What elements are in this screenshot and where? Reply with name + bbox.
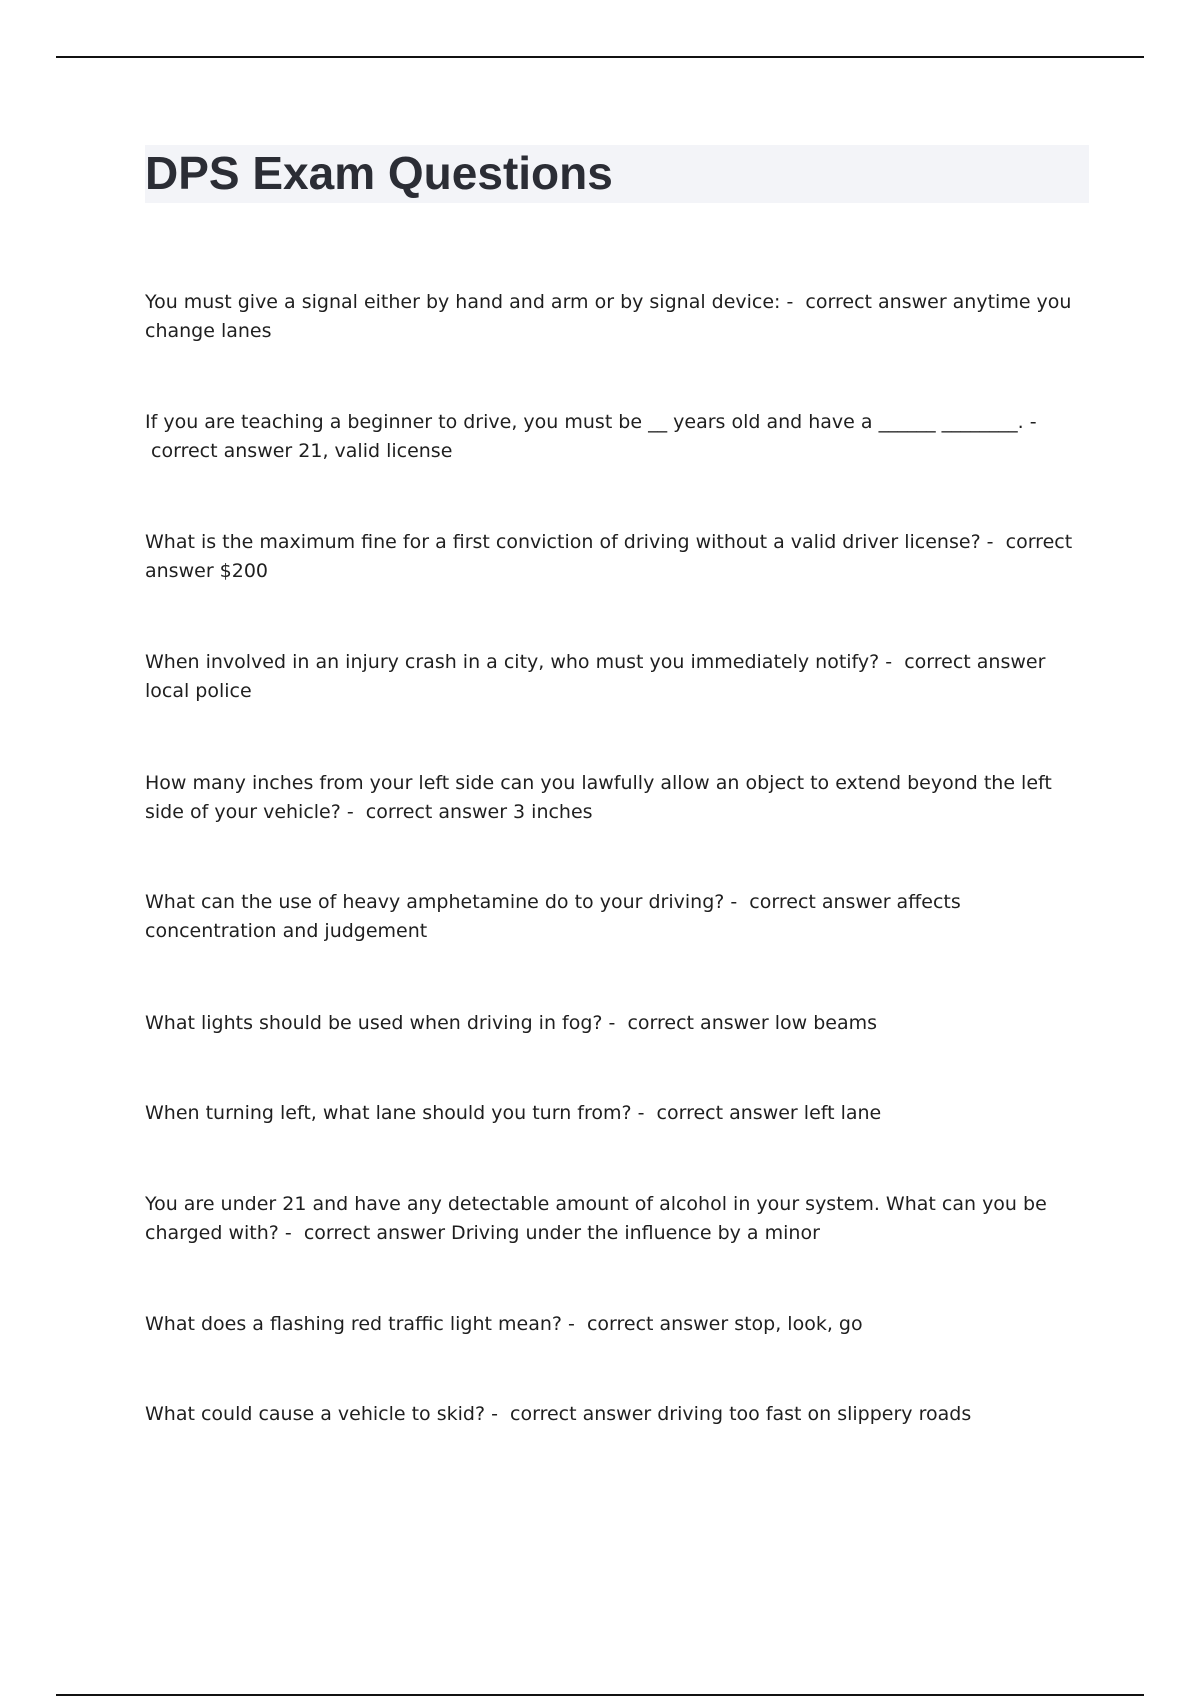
question-item-1: You must give a signal either by hand and arm or by signal device: - correct answer anytime you change lanes — [145, 291, 1072, 342]
question-item-10: What does a flashing red traffic light mean? - correct answer stop, look, go — [145, 1313, 863, 1335]
question-item-11: What could cause a vehicle to skid? - correct answer driving too fast on slippery roads — [145, 1403, 972, 1425]
question-item-9: You are under 21 and have any detectable amount of alcohol in your system. What can you be charged with? - correct answer Driving under the influence by a minor — [145, 1193, 1047, 1244]
header-rule — [56, 56, 1144, 58]
question-item-3: What is the maximum fine for a first conviction of driving without a valid driver license? - correct answer $200 — [145, 531, 1073, 582]
question-item-2: If you are teaching a beginner to drive, you must be __ years old and have a ______ ________. - correct answer 21, valid license — [145, 411, 1037, 462]
question-item-5: How many inches from your left side can you lawfully allow an object to extend beyond the left side of your vehicle? - correct answer 3 inches — [145, 772, 1052, 823]
question-item-6: What can the use of heavy amphetamine do to your driving? - correct answer affects concentration and judgement — [145, 891, 961, 942]
title-banner — [145, 145, 1089, 203]
question-item-4: When involved in an injury crash in a city, who must you immediately notify? - correct answer local police — [145, 651, 1046, 702]
question-item-8: When turning left, what lane should you turn from? - correct answer left lane — [145, 1102, 882, 1124]
question-item-7: What lights should be used when driving in fog? - correct answer low beams — [145, 1012, 877, 1034]
footer-rule — [56, 1694, 1144, 1696]
page-title: DPS Exam Questions — [145, 147, 613, 199]
